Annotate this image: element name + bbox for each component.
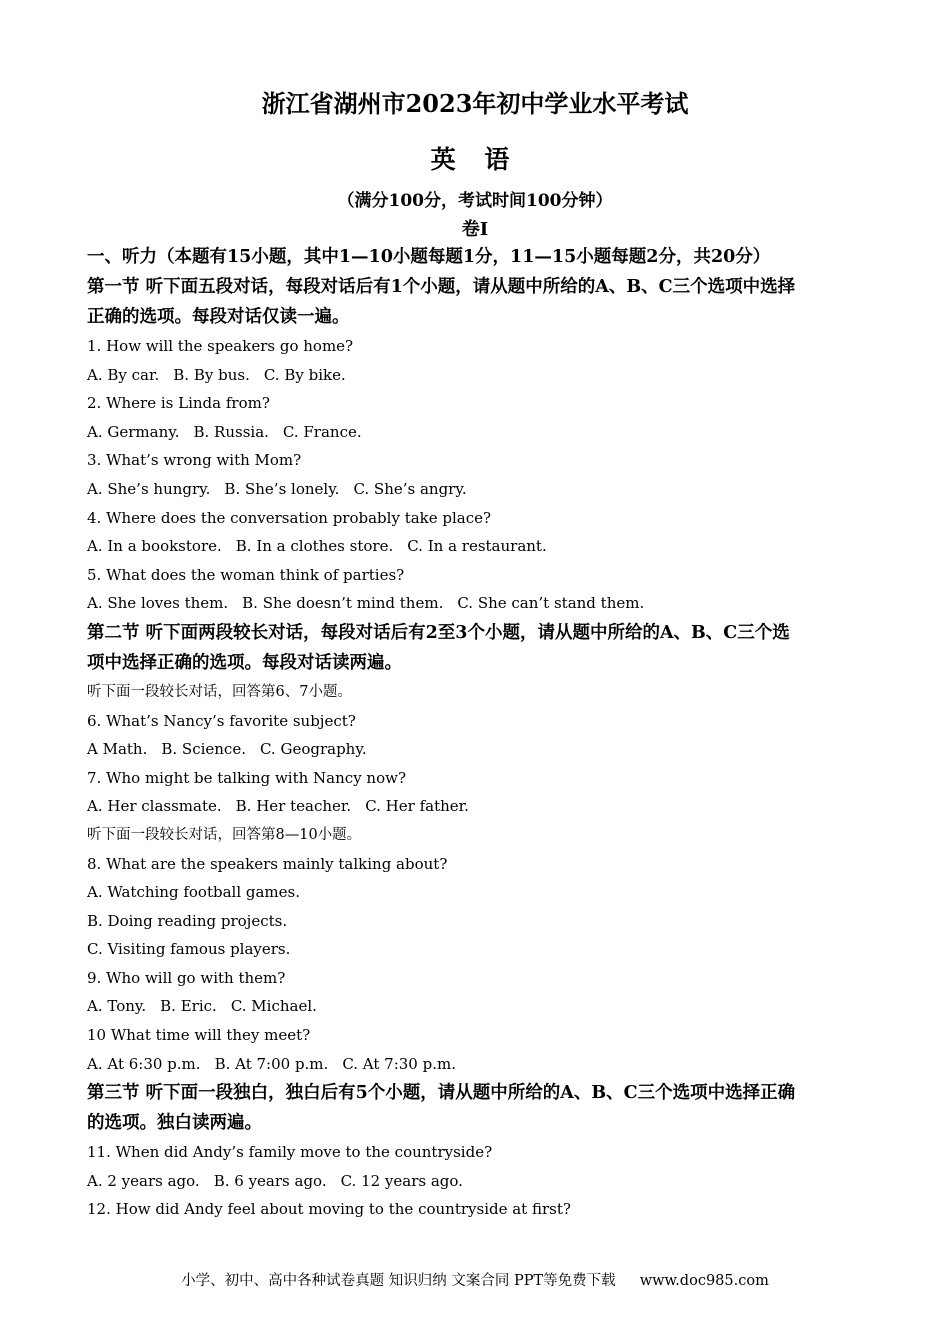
question-7: 7. Who might be talking with Nancy now?: [87, 768, 407, 787]
option-b: B. Russia.: [193, 422, 269, 441]
question-8-option-a: A. Watching football games.: [87, 883, 301, 902]
section3-instruction: [87, 1078, 872, 1138]
option-c: C. She’s angry.: [353, 479, 467, 498]
question-1-options: [87, 361, 872, 390]
dialogue-note-8-10: 听下面一段较长对话，回答第8—10小题。: [87, 826, 362, 843]
question-5: 5. What does the woman think of parties?: [87, 565, 405, 584]
option-a: A. 2 years ago.: [87, 1171, 200, 1190]
question-7-options: [87, 792, 872, 821]
section1-instruction: [87, 272, 872, 332]
section2-instruction: [87, 618, 872, 678]
option-a: A. She’s hungry.: [87, 479, 211, 498]
option-b: B. Science.: [161, 740, 246, 759]
footer-url: www.doc985.com: [639, 1273, 769, 1289]
question-5-options: [87, 589, 872, 618]
option-c: C. She can’t stand them.: [457, 594, 645, 613]
dialogue-note-6-7: 听下面一段较长对话，回答第6、7小题。: [87, 683, 352, 700]
question-11-options: [87, 1167, 872, 1196]
question-4-options: [87, 532, 872, 561]
section1-instruction-line1: 第一节 听下面五段对话，每段对话后有1个小题，请从题中所给的A、B、C三个选项中选择: [87, 277, 796, 297]
question-12: 12. How did Andy feel about moving to the countryside at first?: [87, 1200, 571, 1219]
option-c: C. At 7:30 p.m.: [342, 1054, 456, 1073]
question-2: 2. Where is Linda from?: [87, 394, 270, 413]
part1-title: 一、听力（本题有15小题，其中1—10小题每题1分，11—15小题每题2分，共20分）: [87, 247, 771, 267]
question-2-options: [87, 418, 872, 447]
section3-instruction-line1: 第三节 听下面一段独白，独白后有5个小题，请从题中所给的A、B、C三个选项中选择正确: [87, 1083, 796, 1104]
exam-content: [87, 243, 872, 1224]
question-8-option-b: B. Doing reading projects.: [87, 911, 288, 930]
page-footer: [0, 1269, 950, 1290]
question-10: 10 What time will they meet?: [87, 1026, 311, 1045]
question-6: 6. What’s Nancy’s favorite subject?: [87, 711, 356, 730]
question-11: 11. When did Andy’s family move to the countryside?: [87, 1143, 493, 1162]
option-a: A. Germany.: [87, 422, 180, 441]
option-b: B. By bus.: [173, 365, 250, 384]
option-a: A Math.: [87, 740, 148, 759]
option-b: B. In a clothes store.: [235, 537, 394, 556]
subject-title: 英 语: [430, 145, 520, 174]
option-c: C. Michael.: [230, 997, 317, 1016]
option-b: B. She doesn’t mind them.: [242, 594, 444, 613]
option-b: B. Eric.: [160, 997, 217, 1016]
exam-title: 浙江省湖州市2023年初中学业水平考试: [261, 89, 689, 118]
option-c: C. France.: [282, 422, 362, 441]
question-9: 9. Who will go with them?: [87, 968, 286, 987]
option-a: A. Her classmate.: [87, 797, 222, 816]
question-8-option-c: C. Visiting famous players.: [87, 940, 291, 959]
section2-instruction-line2: 项中选择正确的选项。每段对话读两遍。: [87, 652, 402, 673]
option-b: B. 6 years ago.: [213, 1171, 327, 1190]
option-a: A. In a bookstore.: [87, 537, 222, 556]
question-8: 8. What are the speakers mainly talking about?: [87, 854, 448, 873]
question-10-options: [87, 1050, 872, 1079]
option-b: B. At 7:00 p.m.: [214, 1054, 329, 1073]
question-9-options: [87, 992, 872, 1021]
footer-text: 小学、初中、高中各种试卷真题 知识归纳 文案合同 PPT等免费下载: [181, 1273, 616, 1289]
score-time-note: （满分100分，考试时间100分钟）: [337, 191, 613, 211]
option-a: A. Tony.: [87, 997, 147, 1016]
section2-instruction-line1: 第二节 听下面两段较长对话，每段对话后有2至3个小题，请从题中所给的A、B、C三个选: [87, 622, 790, 643]
question-3-options: [87, 475, 872, 504]
question-6-options: [87, 735, 872, 764]
option-b: B. Her teacher.: [235, 797, 352, 816]
question-1: 1. How will the speakers go home?: [87, 337, 354, 355]
section1-instruction-line2: 正确的选项。每段对话仅读一遍。: [87, 307, 350, 327]
option-b: B. She’s lonely.: [224, 479, 340, 498]
option-c: C. 12 years ago.: [340, 1171, 463, 1190]
option-c: C. Geography.: [259, 740, 367, 759]
option-a: A. At 6:30 p.m.: [87, 1054, 201, 1073]
section3-instruction-line2: 的选项。独白读两遍。: [87, 1113, 262, 1134]
question-3: 3. What’s wrong with Mom?: [87, 451, 302, 470]
volume-label: 卷Ⅰ: [461, 219, 489, 240]
option-a: A. By car.: [87, 365, 160, 384]
question-4: 4. Where does the conversation probably take place?: [87, 508, 492, 527]
option-c: C. Her father.: [365, 797, 469, 816]
option-c: C. In a restaurant.: [407, 537, 547, 556]
option-c: C. By bike.: [263, 365, 346, 384]
option-a: A. She loves them.: [87, 594, 229, 613]
